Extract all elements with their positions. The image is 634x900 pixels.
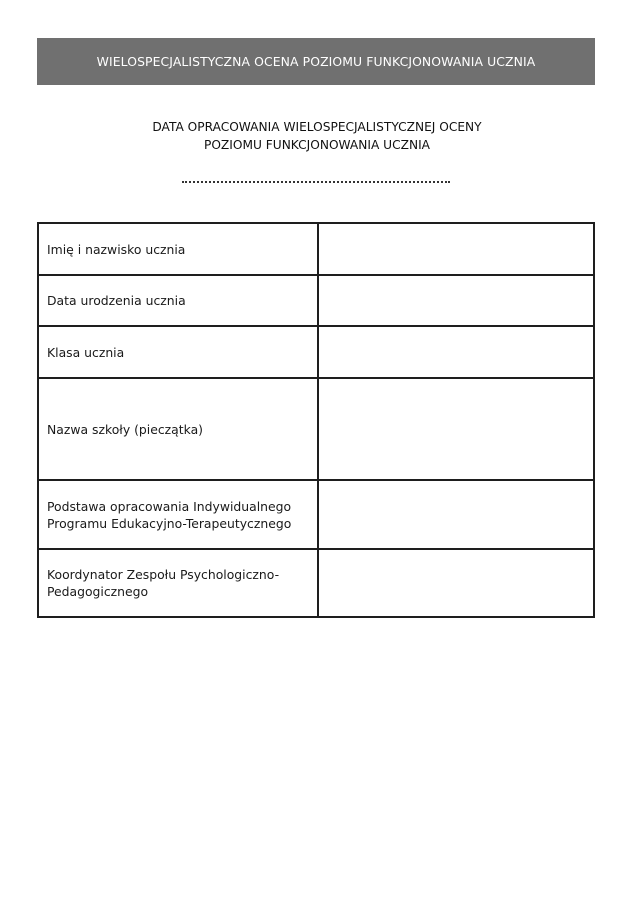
class-field[interactable] — [318, 326, 594, 378]
document-title: WIELOSPECJALISTYCZNA OCENA POZIOMU FUNKCJONOWANIA UCZNIA — [96, 54, 536, 69]
student-info-table — [37, 222, 595, 618]
table-row — [38, 275, 594, 326]
school-name-label: Nazwa szkoły (pieczątka) — [38, 378, 318, 480]
coordinator-field[interactable] — [318, 549, 594, 617]
date-heading-line-2: POZIOMU FUNKCJONOWANIA UCZNIA — [203, 138, 431, 152]
ipet-basis-field[interactable] — [318, 480, 594, 549]
header-bar — [37, 38, 595, 85]
table-row — [38, 378, 594, 480]
birth-date-field[interactable] — [318, 275, 594, 326]
coordinator-label: Koordynator Zespołu Psychologiczno-Pedagogicznego — [38, 549, 318, 617]
table-row — [38, 549, 594, 617]
ipet-basis-label: Podstawa opracowania Indywidualnego Programu Edukacyjno-Terapeutycznego — [38, 480, 318, 549]
student-name-field[interactable] — [318, 223, 594, 275]
table-row — [38, 326, 594, 378]
student-name-label: Imię i nazwisko ucznia — [38, 223, 318, 275]
date-fill-in-line[interactable] — [182, 181, 450, 183]
date-section-heading — [0, 118, 634, 154]
birth-date-label: Data urodzenia ucznia — [38, 275, 318, 326]
school-name-field[interactable] — [318, 378, 594, 480]
table-row — [38, 223, 594, 275]
date-heading-line-1: DATA OPRACOWANIA WIELOSPECJALISTYCZNEJ OCENY — [152, 120, 482, 134]
class-label: Klasa ucznia — [38, 326, 318, 378]
table-row — [38, 480, 594, 549]
